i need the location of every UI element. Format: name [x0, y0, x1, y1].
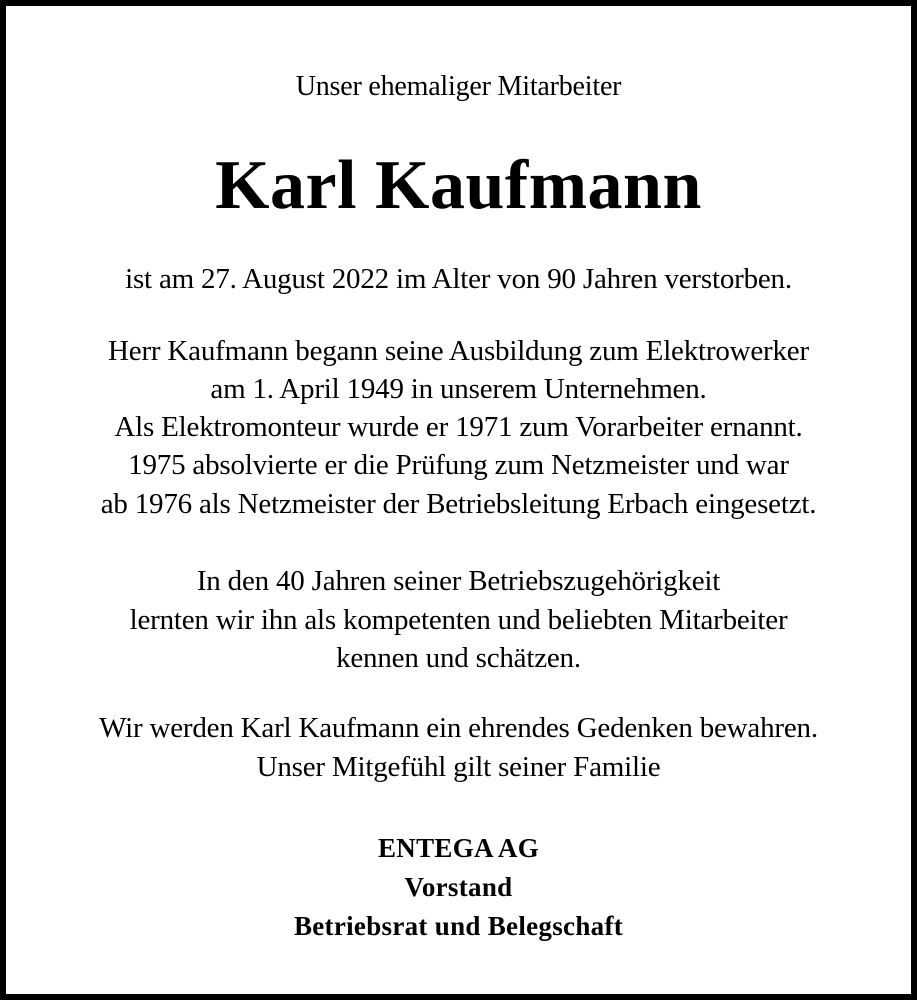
- death-announcement: ist am 27. August 2022 im Alter von 90 Jahren verstorben.: [125, 263, 792, 295]
- tribute-line: kennen und schätzen.: [336, 642, 581, 674]
- intro-line: Unser ehemaliger Mitarbeiter: [295, 71, 622, 102]
- signature-board: Vorstand: [404, 872, 513, 902]
- tribute-line: In den 40 Jahren seiner Betriebszugehörigkeit: [196, 565, 721, 597]
- closing-line: Wir werden Karl Kaufmann ein ehrendes Gedenken bewahren.: [99, 712, 818, 744]
- career-line: Herr Kaufmann begann seine Ausbildung zum Elektrowerker: [108, 335, 809, 367]
- tribute-line: lernten wir ihn als kompetenten und beliebten Mitarbeiter: [129, 604, 788, 636]
- career-line: ab 1976 als Netzmeister der Betriebsleitung Erbach eingesetzt.: [100, 488, 817, 520]
- signature-company: ENTEGA AG: [378, 833, 539, 863]
- career-line: Als Elektromonteur wurde er 1971 zum Vorarbeiter ernannt.: [114, 411, 803, 443]
- signature-staff: Betriebsrat und Belegschaft: [293, 911, 624, 941]
- career-line: am 1. April 1949 in unserem Unternehmen.: [210, 373, 707, 405]
- career-line: 1975 absolvierte er die Prüfung zum Netzmeister und war: [128, 449, 789, 481]
- deceased-name: Karl Kaufmann: [215, 147, 702, 224]
- closing-line: Unser Mitgefühl gilt seiner Familie: [256, 751, 661, 783]
